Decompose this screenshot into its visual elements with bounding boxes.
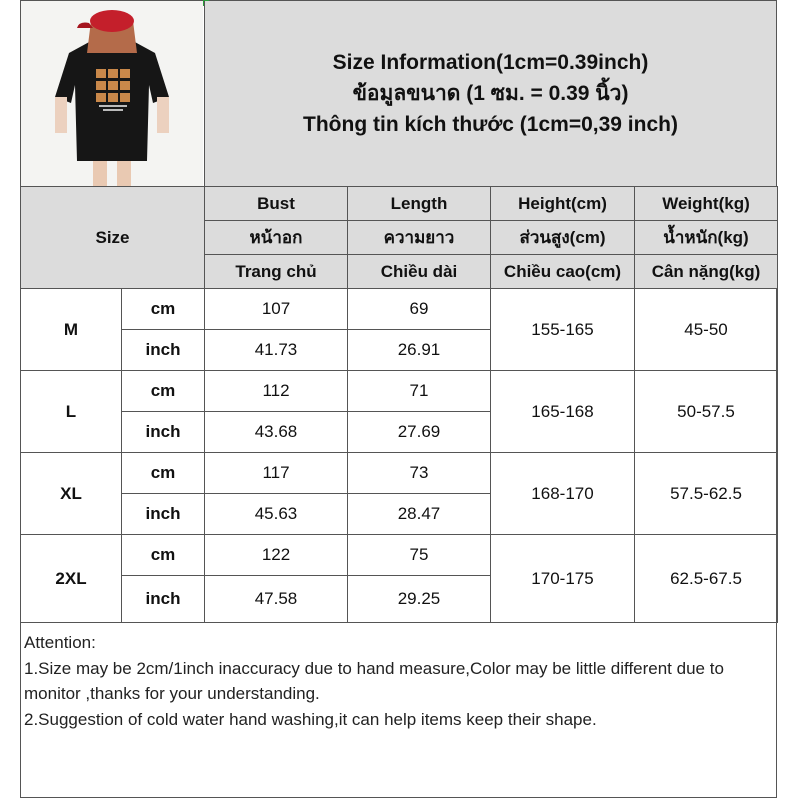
length-cm: 75 xyxy=(348,535,491,576)
col-length-th: ความยาว xyxy=(348,221,491,255)
bust-cm: 107 xyxy=(205,289,348,330)
title-vietnamese: Thông tin kích thước (1cm=0,39 inch) xyxy=(303,113,678,136)
unit-cm: cm xyxy=(122,453,205,494)
product-photo xyxy=(21,1,203,186)
unit-cm: cm xyxy=(122,535,205,576)
col-bust-en: Bust xyxy=(205,187,348,221)
bust-cm: 112 xyxy=(205,371,348,412)
bust-cm: 122 xyxy=(205,535,348,576)
weight-range: 50-57.5 xyxy=(635,371,778,453)
length-inch: 29.25 xyxy=(348,576,491,623)
length-cm: 71 xyxy=(348,371,491,412)
weight-range: 45-50 xyxy=(635,289,778,371)
table-row xyxy=(21,371,778,412)
header-row-en xyxy=(21,187,778,221)
table-row xyxy=(21,289,778,330)
size-label-l: L xyxy=(21,371,122,453)
table-row xyxy=(21,453,778,494)
height-range: 165-168 xyxy=(491,371,635,453)
col-height-vi: Chiều cao(cm) xyxy=(491,255,635,289)
unit-inch: inch xyxy=(122,412,205,453)
col-height-th: ส่วนสูง(cm) xyxy=(491,221,635,255)
unit-cm: cm xyxy=(122,289,205,330)
size-info-title-box xyxy=(204,1,776,186)
height-range: 168-170 xyxy=(491,453,635,535)
size-label-xl: XL xyxy=(21,453,122,535)
notes-line-1: 1.Size may be 2cm/1inch inaccuracy due to hand measure,Color may be little different due to monitor ,thanks for your understanding. xyxy=(24,658,724,703)
length-inch: 27.69 xyxy=(348,412,491,453)
size-table xyxy=(20,186,778,623)
unit-inch: inch xyxy=(122,494,205,535)
size-label-2xl: 2XL xyxy=(21,535,122,623)
title-thai: ข้อมูลขนาด (1 ซม. = 0.39 นิ้ว) xyxy=(352,82,629,105)
length-inch: 28.47 xyxy=(348,494,491,535)
length-inch: 26.91 xyxy=(348,330,491,371)
size-label-m: M xyxy=(21,289,122,371)
bust-inch: 47.58 xyxy=(205,576,348,623)
size-column-header: Size xyxy=(21,187,205,289)
length-cm: 69 xyxy=(348,289,491,330)
unit-inch: inch xyxy=(122,576,205,623)
weight-range: 57.5-62.5 xyxy=(635,453,778,535)
col-bust-th: หน้าอก xyxy=(205,221,348,255)
col-length-vi: Chiều dài xyxy=(348,255,491,289)
col-bust-vi: Trang chủ xyxy=(205,255,348,289)
col-weight-vi: Cân nặng(kg) xyxy=(635,255,778,289)
title-english: Size Information(1cm=0.39inch) xyxy=(332,51,649,74)
bust-inch: 45.63 xyxy=(205,494,348,535)
col-height-en: Height(cm) xyxy=(491,187,635,221)
col-length-en: Length xyxy=(348,187,491,221)
notes-line-2: 2.Suggestion of cold water hand washing,it can help items keep their shape. xyxy=(24,709,597,729)
unit-cm: cm xyxy=(122,371,205,412)
unit-inch: inch xyxy=(122,330,205,371)
col-weight-en: Weight(kg) xyxy=(635,187,778,221)
height-range: 170-175 xyxy=(491,535,635,623)
col-weight-th: น้ำหนัก(kg) xyxy=(635,221,778,255)
length-cm: 73 xyxy=(348,453,491,494)
weight-range: 62.5-67.5 xyxy=(635,535,778,623)
bust-cm: 117 xyxy=(205,453,348,494)
model-wearing-black-tshirt-image xyxy=(21,1,203,186)
table-row xyxy=(21,535,778,576)
height-range: 155-165 xyxy=(491,289,635,371)
bust-inch: 43.68 xyxy=(205,412,348,453)
attention-notes xyxy=(24,630,774,732)
bust-inch: 41.73 xyxy=(205,330,348,371)
notes-heading: Attention: xyxy=(24,633,96,652)
